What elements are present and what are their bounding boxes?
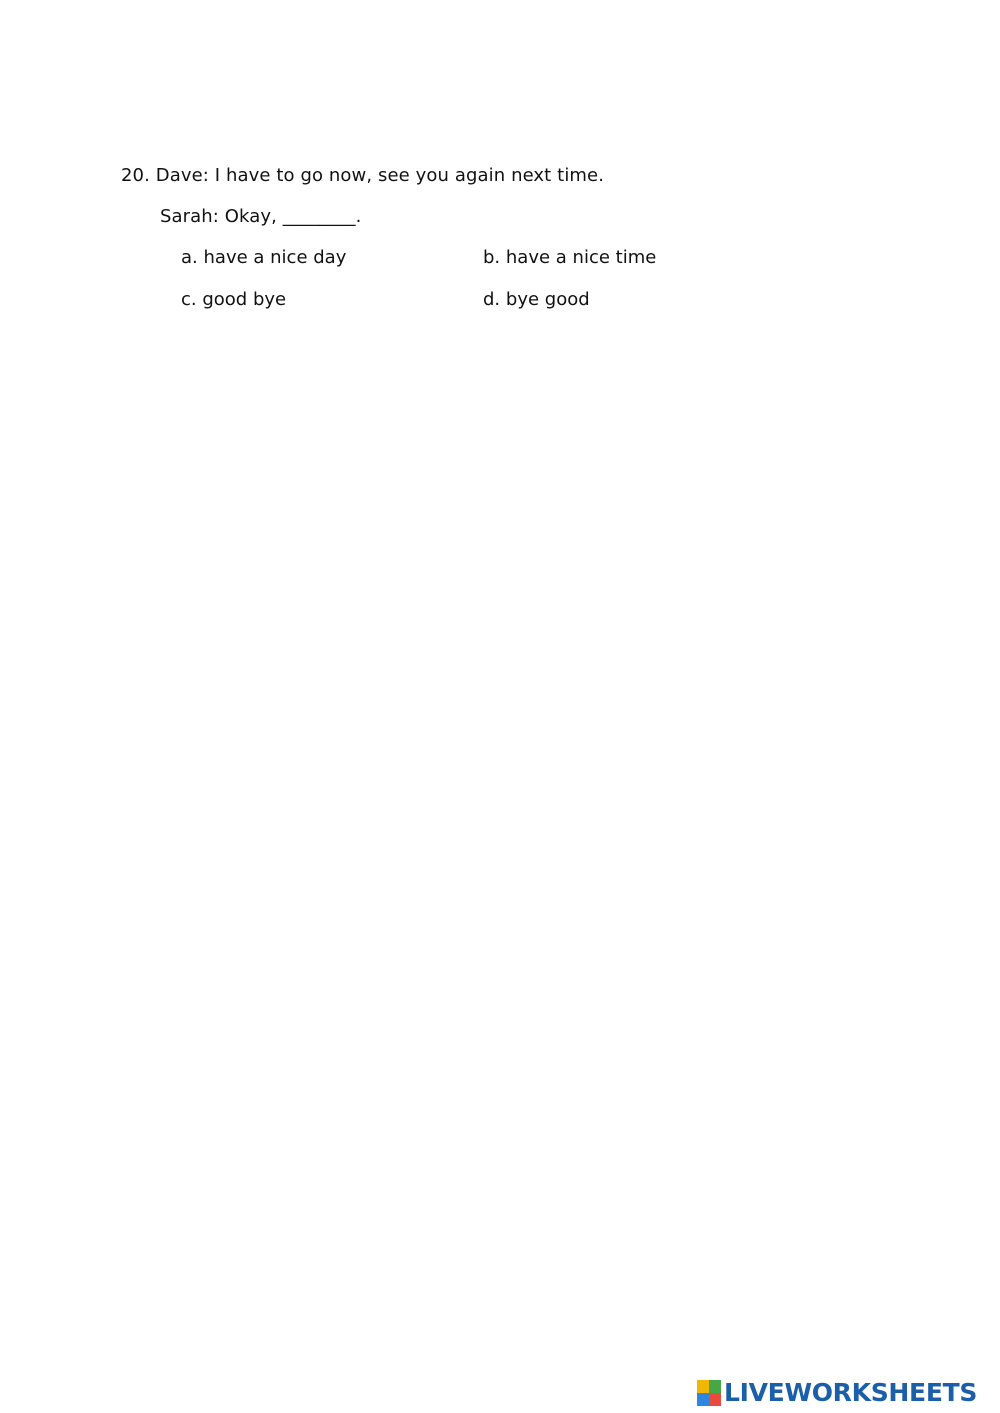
option-b[interactable] (483, 247, 656, 269)
option-text: good bye (202, 289, 287, 310)
question-stem: 20. Dave: I have to go now, see you again next time. (121, 165, 605, 186)
option-text: have a nice day (203, 247, 347, 268)
option-letter: a. (181, 247, 198, 268)
liveworksheets-logo-icon (697, 1380, 721, 1406)
option-letter: c. (181, 289, 197, 310)
option-c[interactable] (181, 289, 286, 311)
logo-text: LIVEWORKSHEETS (724, 1378, 978, 1407)
option-text: have a nice time (505, 247, 657, 268)
option-d[interactable] (483, 289, 590, 311)
liveworksheets-logo (697, 1378, 977, 1408)
option-letter: b. (483, 247, 501, 268)
option-text: bye good (505, 289, 590, 310)
question-reply: Sarah: Okay, ________. (160, 206, 362, 227)
option-a[interactable] (181, 247, 346, 269)
option-letter: d. (483, 289, 501, 310)
